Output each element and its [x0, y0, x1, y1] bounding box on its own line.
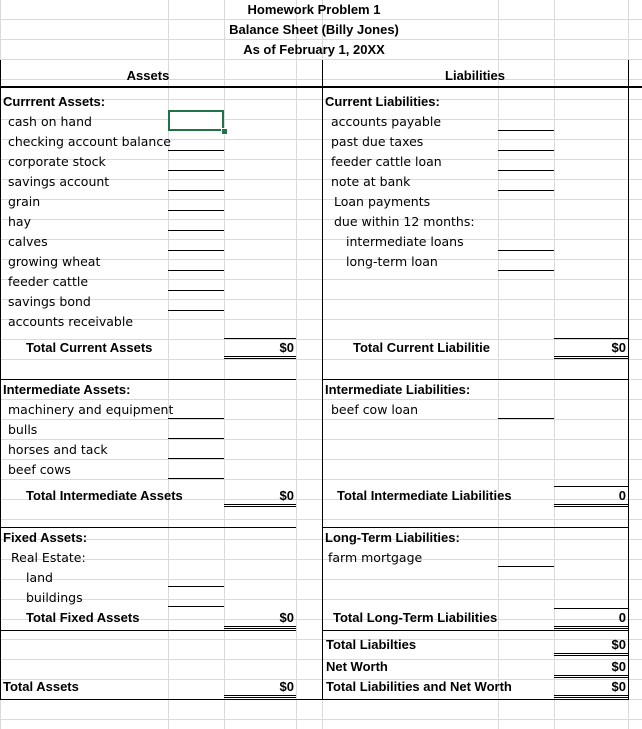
asset-item: calves: [8, 234, 48, 249]
asset-value-cell[interactable]: [168, 291, 223, 311]
gridline: [296, 0, 297, 729]
total-fixed-assets-label: Total Fixed Assets: [26, 610, 140, 625]
total-current-liabilities-label: Total Current Liabilitie: [353, 340, 490, 355]
intermediate-assets-heading: Intermediate Assets:: [3, 382, 131, 397]
total-double-border: [554, 504, 628, 507]
asset-value-cell[interactable]: [168, 191, 223, 211]
liability-value-cell[interactable]: [498, 151, 553, 171]
total-border: [554, 486, 628, 487]
liability-item: farm mortgage: [328, 550, 423, 565]
asset-value-cell[interactable]: [168, 211, 223, 231]
total-assets-label: Total Assets: [3, 679, 79, 694]
asset-value-cell[interactable]: [168, 587, 223, 607]
cell-border: [498, 270, 554, 271]
liability-item: note at bank: [331, 174, 411, 189]
asset-value-cell[interactable]: [168, 311, 223, 331]
cell-border: [168, 250, 224, 251]
asset-item: savings account: [8, 174, 110, 189]
frame-bottom-border: [0, 699, 628, 700]
total-current-assets-label: Total Current Assets: [26, 340, 153, 355]
liability-item: beef cow loan: [331, 402, 419, 417]
section-border: [322, 630, 628, 631]
asset-value-cell[interactable]: [168, 231, 223, 251]
cell-border: [498, 250, 554, 251]
cell-border: [498, 190, 554, 191]
cell-border: [168, 606, 224, 607]
asset-item: corporate stock: [8, 154, 106, 169]
liability-item: feeder cattle loan: [331, 154, 442, 169]
liabilities-header: Liabilities: [445, 68, 505, 83]
frame-right-border: [628, 60, 629, 700]
center-divider: [322, 60, 323, 700]
fixed-assets-heading: Fixed Assets:: [3, 530, 88, 545]
asset-item: checking account balance: [8, 134, 171, 149]
cell-border: [168, 310, 224, 311]
asset-item: buildings: [26, 590, 83, 605]
net-worth-label: Net Worth: [326, 659, 388, 674]
asset-item: hay: [8, 214, 31, 229]
cell-border: [498, 130, 554, 131]
total-long-term-liabilities-value[interactable]: 0: [618, 610, 626, 625]
intermediate-liabilities-heading: Intermediate Liabilities:: [325, 382, 471, 397]
liability-value-cell[interactable]: [498, 547, 553, 567]
sheet-subtitle: Balance Sheet (Billy Jones): [229, 22, 399, 37]
fill-handle[interactable]: [221, 128, 228, 135]
total-liabilities-label: Total Liabilties: [326, 637, 417, 652]
total-double-border: [554, 653, 628, 656]
asset-value-cell[interactable]: [168, 171, 223, 191]
asset-value-cell[interactable]: [168, 567, 223, 587]
cell-border: [168, 230, 224, 231]
cell-border: [498, 566, 554, 567]
asset-item: growing wheat: [8, 254, 101, 269]
liability-item: accounts payable: [331, 114, 442, 129]
cell-border: [168, 586, 224, 587]
total-double-border: [224, 504, 296, 507]
liability-value-cell[interactable]: [498, 231, 553, 251]
total-intermediate-assets-value[interactable]: $0: [279, 488, 294, 503]
total-double-border: [224, 695, 296, 698]
current-liabilities-heading: Current Liabilities:: [325, 94, 440, 109]
asset-item: beef cows: [8, 462, 71, 477]
total-border: [554, 608, 628, 609]
liability-value-cell[interactable]: [498, 251, 553, 271]
liability-item: past due taxes: [331, 134, 424, 149]
sheet-date: As of February 1, 20XX: [243, 42, 385, 57]
liability-item: intermediate loans: [346, 234, 464, 249]
asset-item: grain: [8, 194, 41, 209]
total-current-assets-value[interactable]: $0: [279, 340, 294, 355]
gridline: [498, 0, 499, 729]
cell-border: [168, 150, 224, 151]
liability-item: due within 12 months:: [334, 214, 475, 229]
asset-value-cell[interactable]: [168, 419, 223, 439]
cell-border: [168, 290, 224, 291]
asset-item: land: [26, 570, 53, 585]
liability-value-cell[interactable]: [498, 171, 553, 191]
asset-value-cell[interactable]: [168, 399, 223, 419]
selected-cell[interactable]: [168, 110, 224, 131]
total-liabilities-value[interactable]: $0: [611, 637, 626, 652]
asset-value-cell[interactable]: [168, 271, 223, 291]
sheet-title: Homework Problem 1: [247, 2, 381, 17]
asset-value-cell[interactable]: [168, 131, 223, 151]
asset-item: bulls: [8, 422, 38, 437]
real-estate-subheading: Real Estate:: [11, 550, 86, 565]
total-intermediate-assets-label: Total Intermediate Assets: [26, 488, 183, 503]
asset-value-cell[interactable]: [168, 151, 223, 171]
asset-item: machinery and equipment: [8, 402, 174, 417]
asset-value-cell[interactable]: [168, 251, 223, 271]
current-assets-heading: Currrent Assets:: [3, 94, 106, 109]
cell-border: [168, 210, 224, 211]
cell-border: [168, 438, 224, 439]
cell-border: [498, 418, 554, 419]
liability-item: Loan payments: [334, 194, 431, 209]
cell-border: [498, 150, 554, 151]
cell-border: [168, 190, 224, 191]
total-assets-value[interactable]: $0: [279, 679, 294, 694]
cell-border: [168, 270, 224, 271]
total-border: [224, 338, 296, 339]
total-intermediate-liabilities-label: Total Intermediate Liabilities: [337, 488, 512, 503]
liability-value-cell[interactable]: [498, 399, 553, 419]
long-term-liabilities-heading: Long-Term Liabilities:: [325, 530, 460, 545]
asset-value-cell[interactable]: [168, 439, 223, 459]
total-double-border: [554, 356, 628, 359]
asset-item: feeder cattle: [8, 274, 89, 289]
assets-header: Assets: [126, 68, 170, 83]
total-long-term-liabilities-label: Total Long-Term Liabilities: [333, 610, 498, 625]
cell-border: [168, 170, 224, 171]
header-border: [0, 86, 642, 87]
cell-border: [498, 170, 554, 171]
liability-value-cell[interactable]: [498, 131, 553, 151]
cell-border: [168, 458, 224, 459]
net-worth-value[interactable]: $0: [611, 659, 626, 674]
section-border: [0, 630, 296, 631]
total-intermediate-liabilities-value[interactable]: 0: [618, 488, 626, 503]
asset-item: horses and tack: [8, 442, 108, 457]
total-liabilities-net-worth-value[interactable]: $0: [611, 679, 626, 694]
total-fixed-assets-value[interactable]: $0: [279, 610, 294, 625]
total-current-liabilities-value[interactable]: $0: [611, 340, 626, 355]
frame-left-border: [0, 60, 1, 700]
liability-value-cell[interactable]: [498, 111, 553, 131]
total-double-border: [224, 626, 296, 629]
total-liabilities-net-worth-label: Total Liabilities and Net Worth: [326, 679, 512, 694]
cell-border: [168, 418, 224, 419]
asset-value-cell[interactable]: [168, 459, 223, 479]
total-double-border: [224, 356, 296, 359]
cell-border: [168, 478, 224, 479]
total-double-border: [554, 626, 628, 629]
asset-item: cash on hand: [8, 114, 92, 129]
header-border: [0, 87, 642, 88]
asset-item: savings bond: [8, 294, 91, 309]
total-border: [554, 338, 628, 339]
liability-item: long-term loan: [346, 254, 438, 269]
asset-item: accounts receivable: [8, 314, 134, 329]
total-double-border: [554, 695, 628, 698]
